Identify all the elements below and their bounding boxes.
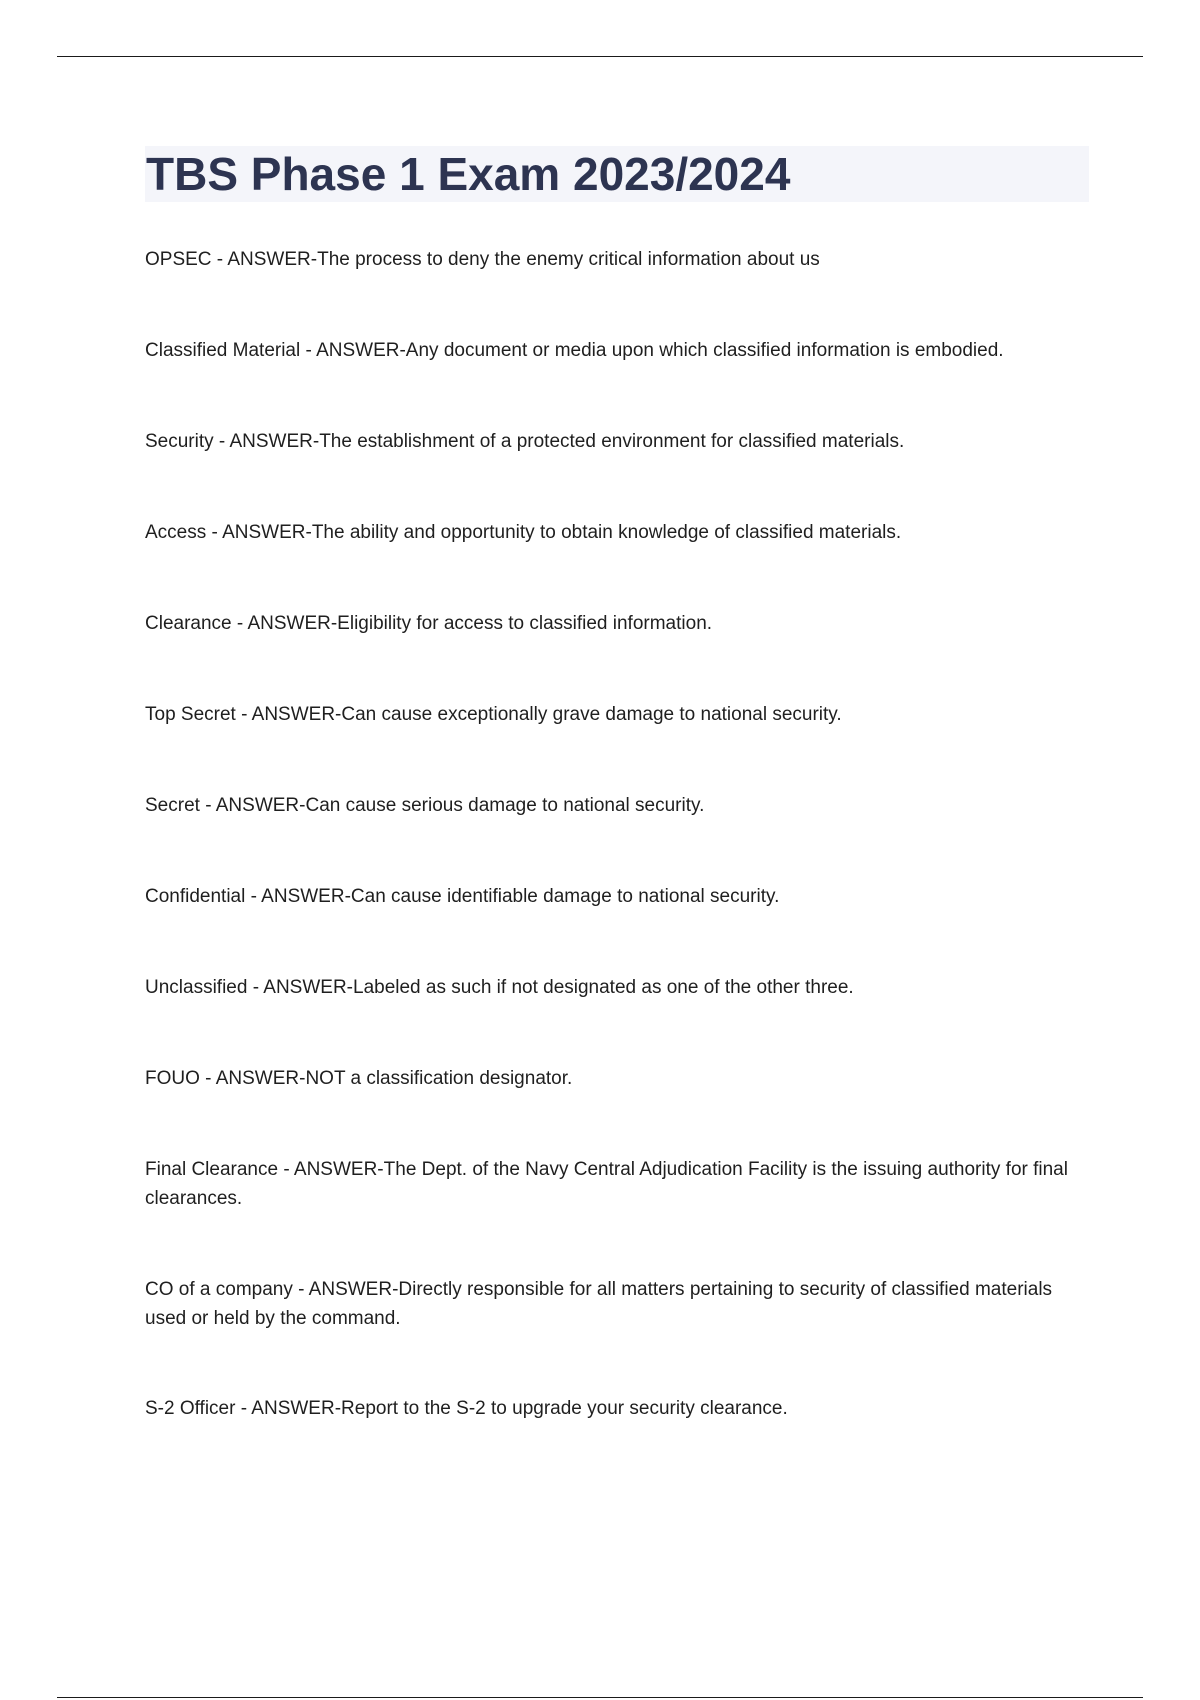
answer-marker: - ANSWER- [247,977,353,998]
qa-answer: The establishment of a protected environment for classified materials. [319,431,905,452]
answer-marker: - ANSWER- [199,795,306,816]
qa-answer: Directly responsible for all matters pertaining to security of classified materials used or held by the command. [145,1279,1053,1329]
answer-marker: - ANSWER- [199,1068,306,1089]
answer-marker: - ANSWER- [292,1279,399,1300]
qa-answer: Report to the S-2 to upgrade your security clearance. [341,1398,788,1419]
answer-marker: - ANSWER- [245,886,351,907]
qa-answer: Can cause identifiable damage to national security. [350,886,780,907]
answer-marker: - ANSWER- [300,340,406,361]
qa-answer: The ability and opportunity to obtain knowledge of classified materials. [311,522,902,543]
qa-entry-final-clearance [145,1155,1085,1213]
answer-marker: - ANSWER- [213,431,320,452]
header-rule [57,56,1143,57]
qa-entry-co-of-company [145,1275,1085,1333]
qa-term: Clearance [145,613,232,634]
qa-answer: Can cause serious damage to national security. [305,795,705,816]
qa-entry-security [145,427,1085,456]
answer-marker: - ANSWER- [211,249,318,270]
answer-marker: - ANSWER- [278,1159,384,1180]
qa-answer: Labeled as such if not designated as one of the other three. [353,977,854,998]
qa-answer: The process to deny the enemy critical information about us [317,249,820,270]
answer-marker: - ANSWER- [231,613,338,634]
answer-marker: - ANSWER- [235,704,342,725]
qa-entry-top-secret [145,700,1085,729]
qa-entry-s2-officer [145,1394,1085,1423]
qa-term: S-2 Officer [145,1398,236,1419]
qa-entry-unclassified [145,973,1085,1002]
qa-term: Classified Material [145,340,301,361]
qa-answer: Can cause exceptionally grave damage to national security. [341,704,842,725]
qa-term: CO of a company [145,1279,293,1300]
qa-term: Security [145,431,214,452]
qa-answer: NOT a classification designator. [305,1068,573,1089]
qa-term: OPSEC [145,249,212,270]
qa-term: Secret [145,795,200,816]
qa-entry-confidential [145,882,1085,911]
qa-term: Final Clearance [145,1159,279,1180]
qa-term: FOUO [145,1068,200,1089]
qa-answer: Eligibility for access to classified information. [337,613,713,634]
qa-term: Access [145,522,207,543]
qa-entry-opsec [145,245,1085,274]
qa-entry-classified-material [145,336,1085,365]
qa-term: Top Secret [145,704,236,725]
document-title: TBS Phase 1 Exam 2023/2024 [146,148,791,200]
qa-entry-clearance [145,609,1085,638]
qa-term: Confidential [145,886,246,907]
qa-term: Unclassified [145,977,248,998]
qa-entry-fouo [145,1064,1085,1093]
qa-answer: The Dept. of the Navy Central Adjudication Facility is the issuing authority for final clearances. [145,1159,1068,1209]
answer-marker: - ANSWER- [206,522,312,543]
qa-answer: Any document or media upon which classified information is embodied. [405,340,1004,361]
qa-entry-secret [145,791,1085,820]
answer-marker: - ANSWER- [235,1398,342,1419]
footer-rule [57,1697,1143,1698]
qa-entry-access [145,518,1085,547]
